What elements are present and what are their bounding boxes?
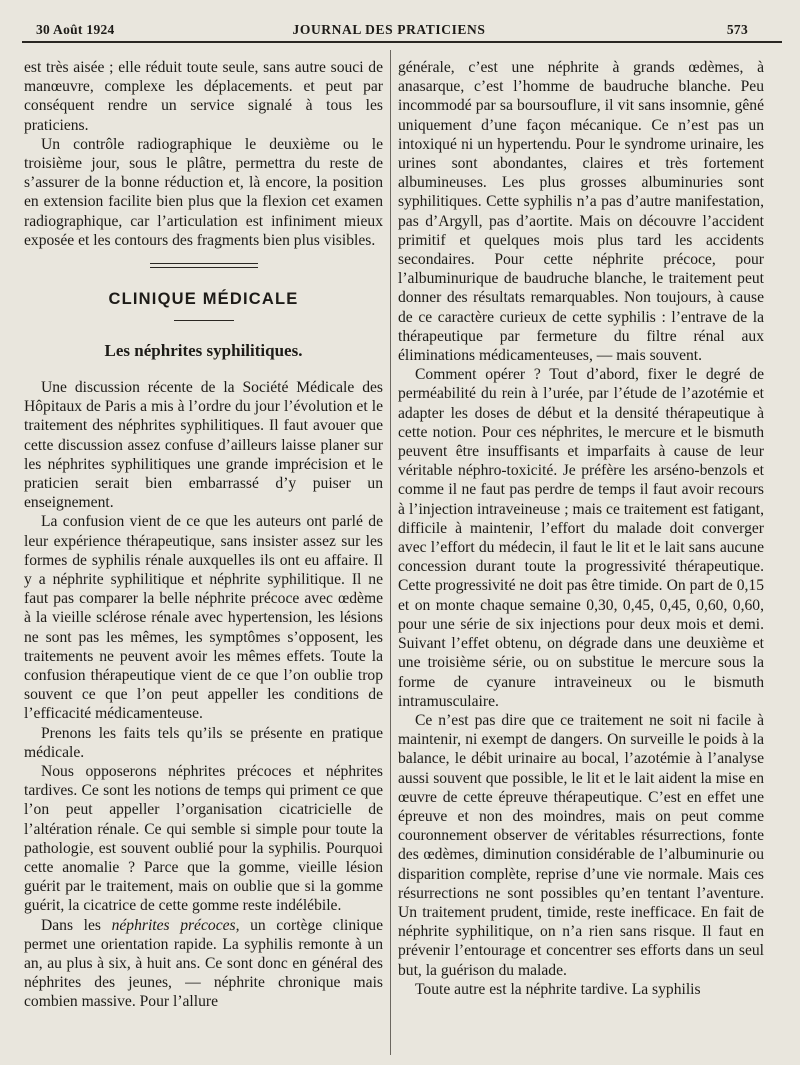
continued-paragraph: Un contrôle radiographique le deuxième ou le troisième jour, sous le plâtre, permettra du reste de s’assurer de la bonne réduction et, là encore, la position en extension facilite bien plus que la flexion cet examen radiographique, car l’articulation est infiniment mieux exposée et les contours des fragments bien plus visibles. [24, 135, 383, 249]
paragraph-text: Dans les [41, 916, 112, 934]
italic-term: néphrites précoces, [111, 916, 240, 934]
right-column [398, 58, 764, 999]
continued-paragraph: est très aisée ; elle réduit toute seule, sans autre souci de manœuvre, complexe les déplacements. et peut par conséquent rendre un service signalé à tous les praticiens. [24, 59, 383, 134]
header-date: 30 Août 1924 [36, 22, 115, 37]
running-header [30, 20, 748, 42]
header-page-number: 573 [726, 22, 748, 37]
article-paragraph: La confusion vient de ce que les auteurs ont parlé de leur expérience thérapeutique, sans insister assez sur les formes de syphilis rénale auxquelles ils ont eu affaire. Il y a néphrite syphilitique et néphrite syphilitique. Il ne faut pas comparer la belle néphrite précoce avec œdème à la vieille sclérose rénale avec hypertension, les lésions ne sont pas les mêmes, les symptômes s’opposent, les traitements ne peuvent avoir les mêmes effets. Toute la confusion thérapeutique vient de ce que l’on oublie trop souvent ce que l’on peut appeller les conditions de l’efficacité médicamenteuse. [24, 513, 383, 723]
article-paragraph: Nous opposerons néphrites précoces et néphrites tardives. Ce sont les notions de temps qui priment ce que l’on peut appeller l’organisation cicatricielle de l’altération rénale. Ce qui semble si simple pour toute la pathologie, est souvent oublié pour la syphilis. Pourquoi cette anomalie ? Parce que la gomme, vieille lésion guérit par le traitement, mais on oublie que si la gomme guérit, la cicatrice de cette gomme reste indélébile. [24, 763, 383, 915]
left-column [24, 58, 383, 1012]
article-paragraph: générale, c’est une néphrite à grands œdèmes, à anasarque, c’est l’homme de baudruche blanche. Peu incommodé par sa boursouflure, il vit sans insomnie, gêné uniquement d’une façon mécanique. Ce n’est pas un intoxiqué ni un hypertendu. Pour le syndrome urinaire, les urines sont abondantes, claires et très fortement albumineuses. Les plus grosses albuminuries sont syphilitiques. Cette syphilis n’a pas d’autre manifestation, pas d’Argyll, pas d’aortite. Mais on découvre l’accident primitif et quelques mois plus tard les accidents secondaires. Pour cette néphrite précoce, pour l’albuminurique de baudruche blanche, le traitement peut donner des résultats remarquables. Non toujours, à cause de ce caractère curieux de cette syphilis : l’entrave de la thérapeutique par fermeture du filtre rénal aux éliminations médicamenteuses, — mais souvent. [398, 59, 764, 365]
column-divider [390, 50, 391, 1055]
header-journal-title: JOURNAL DES PRATICIENS [292, 22, 486, 37]
paragraph-text: un cortège clinique permet une orientation rapide. La syphilis remonte à un an, au plus à six, à huit ans. Ce sont donc en général des néphrites des jeunes, — néphrite chronique mais combien massive. Pour l’allure [24, 916, 384, 1011]
article-paragraph: Prenons les faits tels qu’ils se présente en pratique médicale. [24, 724, 383, 761]
title-rule [174, 320, 234, 321]
section-separator [150, 263, 258, 268]
article-title: Les néphrites syphilitiques. [104, 340, 303, 360]
article-paragraph: Ce n’est pas dire que ce traitement ne soit ni facile à maintenir, ni exempt de dangers. On surveille le poids à la balance, le débit urinaire au bocal, l’azotémie à l’analyse aussi souvent que possible, le lit et le lait aident la mise en œuvre de cette épreuve thérapeutique. C’est en effet une épreuve et non des moindres, mais on peut comme couronnement observer de véritables résurrections, fonte des œdèmes, diminution considérable de l’albuminurie ou disparition complète, reprise d’une vie normale. Mais ces résurrections ne sont possibles qu’en tentant l’aventure. Un traitement prudent, timide, reste inefficace. En fait de néphrite syphilitique, on n’a rien sans risque. Il faut en prévenir l’entourage et concentrer ses efforts dans un seul but, la guérison du malade. [398, 711, 764, 979]
article-paragraph [24, 916, 383, 1012]
article-paragraph: Une discussion récente de la Société Médicale des Hôpitaux de Paris a mis à l’ordre du jour l’évolution et le traitement des néphrites syphilitiques. Il faut avouer que cette discussion assez confuse d’ailleurs laisse planer sur les néphrites syphilitiques une grande imprécision et le praticien serait bien embarrassé d’y puiser un enseignement. [24, 378, 383, 512]
article-paragraph: Comment opérer ? Tout d’abord, fixer le degré de perméabilité du rein à l’urée, par l’étude de l’azotémie et adapter les doses de début et la densité thérapeutique à cette notion. Pour ces néphrites, le mercure et le bismuth peuvent être insuffisants et imparfaits à cause de leur véritable néphro-toxicité. Je préfère les arséno-benzols et comme il ne faut pas perdre de temps il faut avoir recours à l’injection intraveineuse ; mais ce traitement est fatigant, difficile à maintenir, l’effort du malade doit converger avec l’effort du médecin, il faut le lit et le lait sans aucune concession durant toute la progressivité thérapeutique. Cette progressivité ne doit pas être timide. On part de 0,15 et on monte chaque semaine 0,30, 0,45, 0,45, 0,60, 0,60, pour une série de six injections pour deux mois et demi. Suivant l’effet obtenu, on dégrade dans une deuxième et une troisième série, ou on substitue le mercure sous la forme de cyanure intraveineux ou le bismuth intramusculaire. [398, 366, 764, 710]
header-rule [22, 41, 782, 43]
section-title: CLINIQUE MÉDICALE [108, 289, 299, 308]
article-paragraph: Toute autre est la néphrite tardive. La syphilis [415, 980, 701, 998]
